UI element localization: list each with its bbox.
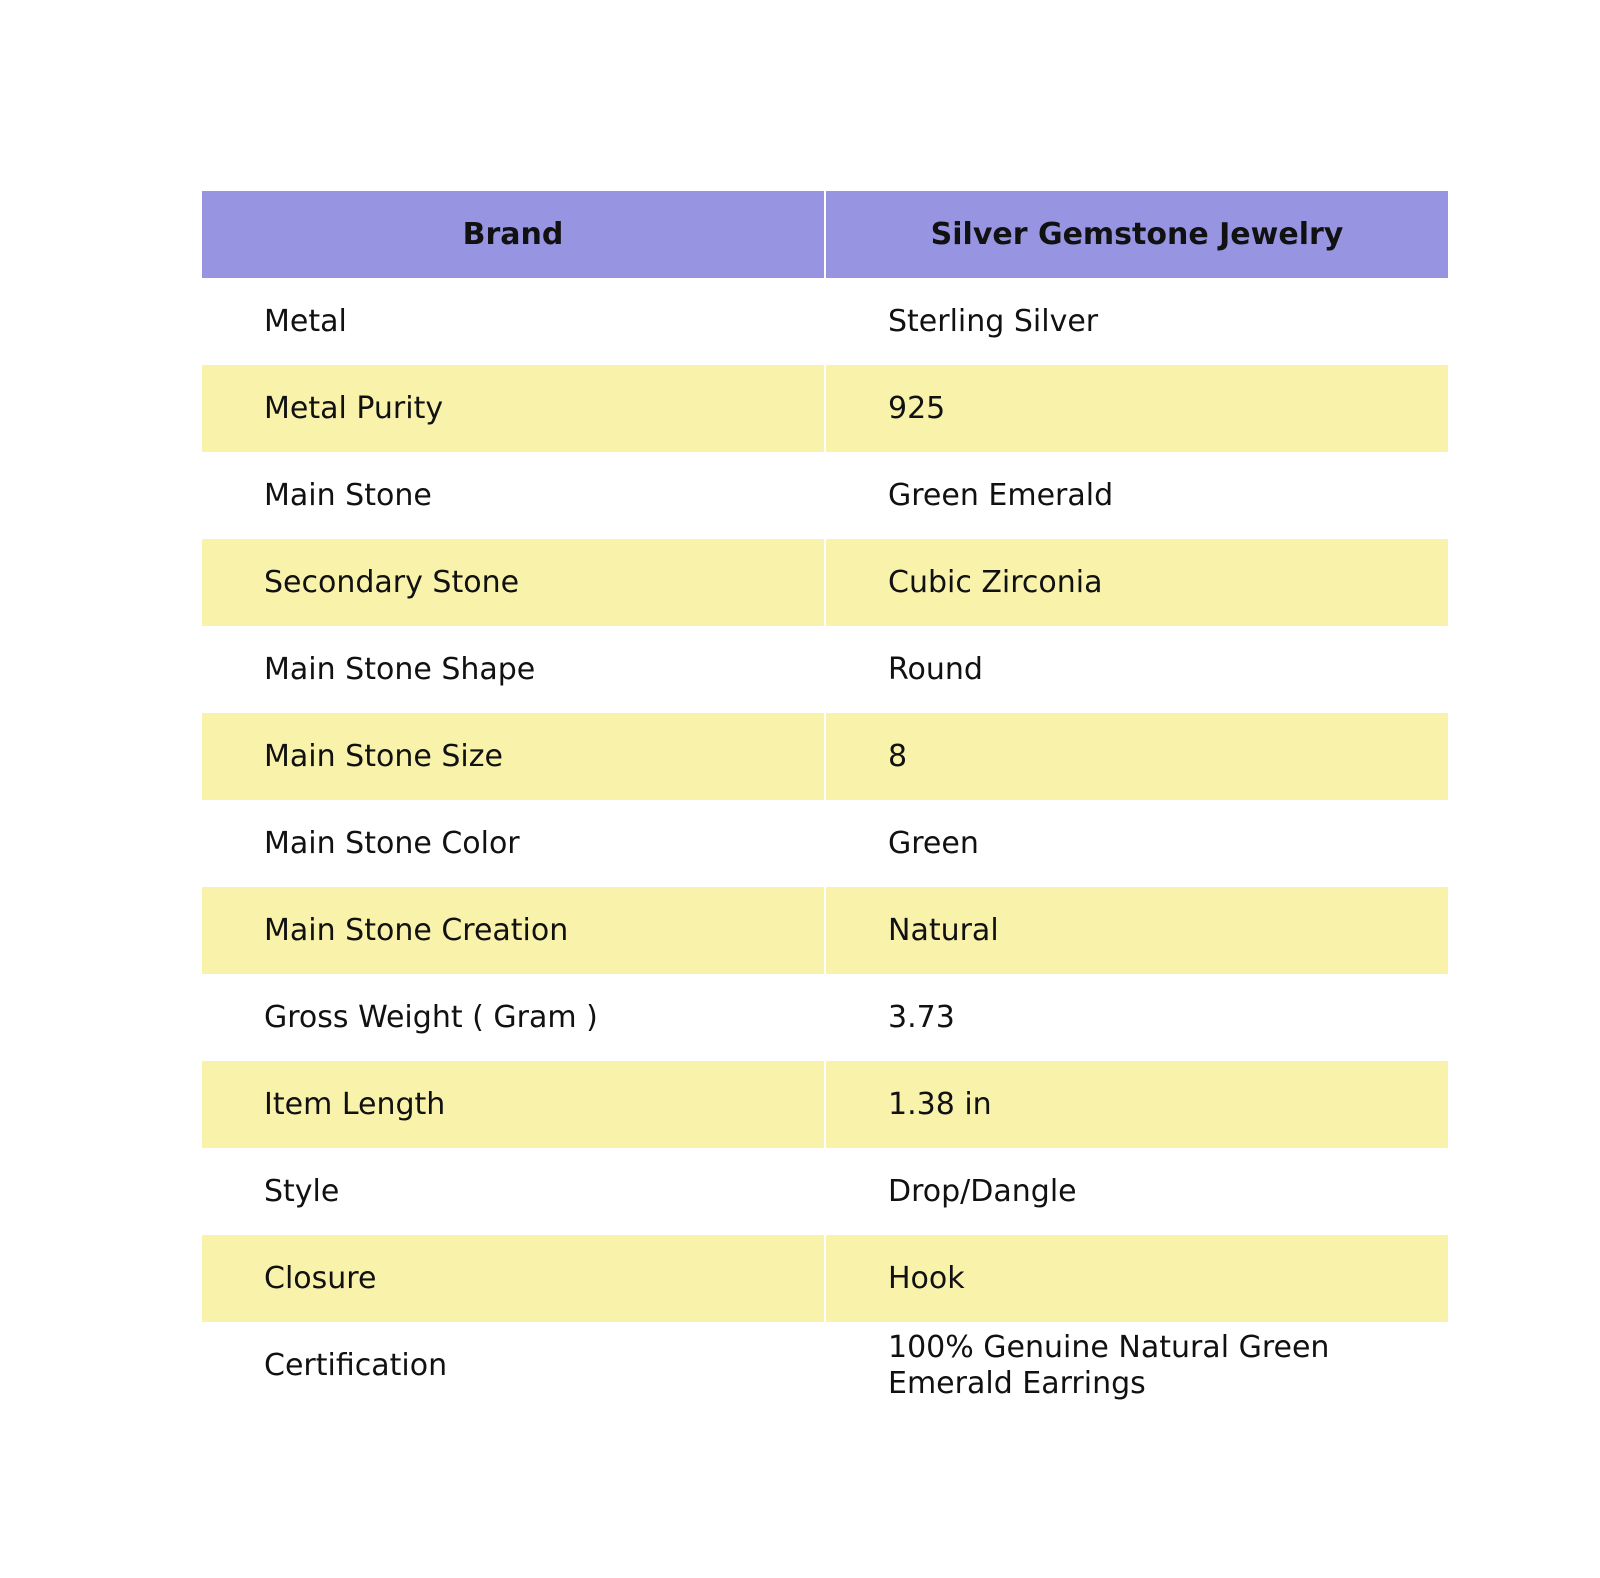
value-cell: 1.38 in [888,1086,992,1122]
attribute-cell: Main Stone Color [202,800,825,887]
table-header [202,191,1448,278]
table-row [202,452,1448,539]
attribute-cell: Main Stone Shape [202,626,825,713]
value-cell: 100% Genuine Natural Green Emerald Earrings [888,1330,1330,1401]
attribute-cell: Style [202,1148,825,1235]
value-cell: Hook [888,1260,965,1296]
attribute-cell: Main Stone [202,452,825,539]
table-row [202,365,1448,452]
value-cell: Natural [888,912,999,948]
attribute-cell: Item Length [202,1061,825,1148]
attribute-cell: Metal Purity [202,365,825,452]
table-row [202,713,1448,800]
attribute-cell: Secondary Stone [202,539,825,626]
table-row [202,1235,1448,1322]
value-cell: Green [888,825,979,861]
attribute-cell: Gross Weight ( Gram ) [202,974,825,1061]
value-cell: Cubic Zirconia [888,564,1103,600]
table-row [202,278,1448,365]
value-cell: Drop/Dangle [888,1173,1077,1209]
attribute-cell: Closure [202,1235,825,1322]
table-row [202,1061,1448,1148]
table-row [202,539,1448,626]
header-cell-attribute: Brand [202,191,825,278]
table-row [202,887,1448,974]
value-cell: 3.73 [888,999,955,1035]
table-row [202,1148,1448,1235]
table-row [202,626,1448,713]
table-row [202,800,1448,887]
table-body [202,278,1448,1409]
attribute-cell: Certification [202,1322,825,1409]
value-cell: 925 [888,390,946,426]
header-row [202,191,1448,278]
value-cell: Round [888,651,983,687]
attribute-cell: Metal [202,278,825,365]
table-row [202,1322,1448,1409]
header-cell-value: Silver Gemstone Jewelry [825,191,1448,278]
attribute-cell: Main Stone Creation [202,887,825,974]
attribute-cell: Main Stone Size [202,713,825,800]
spec-table [202,191,1448,1409]
table-row [202,974,1448,1061]
value-cell: Sterling Silver [888,303,1099,339]
value-cell: 8 [888,738,908,774]
value-cell: Green Emerald [888,477,1114,513]
